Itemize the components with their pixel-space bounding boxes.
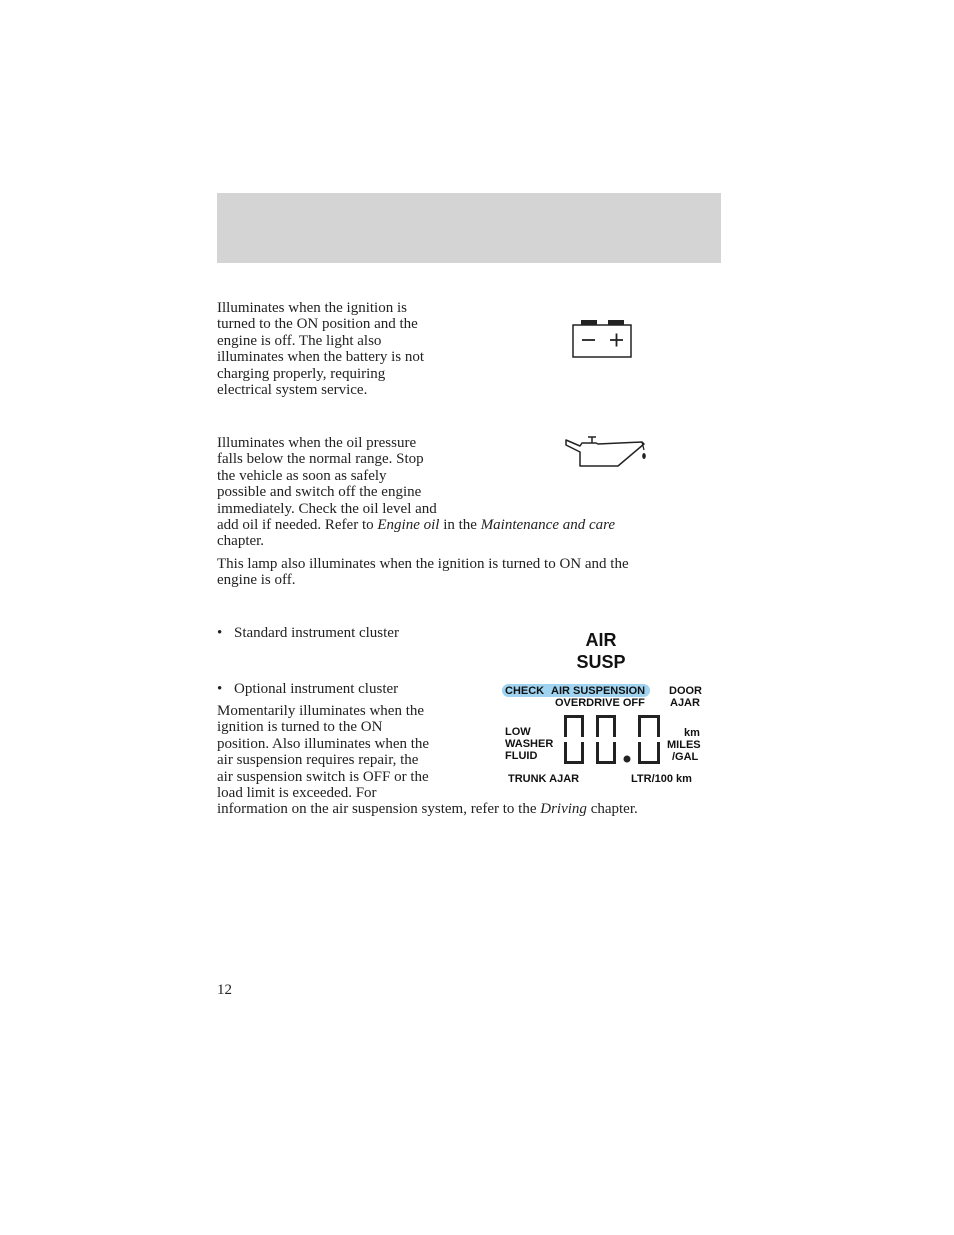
text-span: information on the air suspension system, refer to the bbox=[217, 801, 541, 818]
bullet-text: Standard instrument cluster bbox=[234, 625, 399, 641]
text-line: falls below the normal range. Stop bbox=[217, 451, 424, 468]
km-label: km bbox=[684, 727, 700, 739]
text-line: Momentarily illuminates when the bbox=[217, 703, 425, 719]
ltr-per-100km-label: LTR/100 km bbox=[631, 773, 692, 785]
text-line: engine is off. The light also bbox=[217, 332, 382, 349]
page-number: 12 bbox=[217, 982, 232, 998]
oil-description bbox=[217, 435, 615, 550]
text-line: possible and switch off the engine bbox=[217, 484, 422, 501]
door-label: DOOR bbox=[669, 685, 702, 697]
text-span: add oil if needed. Refer to bbox=[217, 517, 378, 534]
text-line bbox=[217, 801, 638, 817]
air-susp-warning-symbol bbox=[560, 629, 642, 673]
text-line: ignition is turned to the ON bbox=[217, 719, 383, 736]
text-line: air suspension requires repair, the bbox=[217, 752, 419, 769]
bullet-icon: • bbox=[217, 625, 223, 641]
overdrive-off-label: OVERDRIVE OFF bbox=[555, 697, 645, 709]
battery-icon bbox=[570, 318, 634, 360]
text-line: the vehicle as soon as safely bbox=[217, 467, 387, 484]
text-line: electrical system service. bbox=[217, 382, 368, 399]
ajar-label: AJAR bbox=[670, 697, 700, 709]
text-line: turned to the ON position and the bbox=[217, 316, 418, 333]
air-label: AIR bbox=[585, 630, 617, 650]
text-line: chapter. bbox=[217, 533, 265, 550]
text-line: immediately. Check the oil level and bbox=[217, 500, 437, 517]
text-line: illuminates when the battery is not bbox=[217, 349, 425, 366]
text-line: engine is off. bbox=[217, 572, 296, 589]
text-span: in the bbox=[439, 517, 481, 534]
text-line: load limit is exceeded. For bbox=[217, 785, 377, 802]
susp-label: SUSP bbox=[576, 652, 626, 672]
air-suspension-label: AIR SUSPENSION bbox=[551, 685, 646, 697]
trunk-ajar-label: TRUNK AJAR bbox=[508, 773, 580, 785]
bullet-optional-cluster bbox=[217, 681, 398, 697]
engine-oil-reference: Engine oil bbox=[377, 517, 440, 534]
section-header-band bbox=[217, 193, 721, 263]
driving-chapter-reference: Driving bbox=[540, 801, 587, 818]
washer-label: WASHER bbox=[505, 738, 554, 750]
miles-label: MILES bbox=[667, 739, 701, 751]
text-line: Illuminates when the oil pressure bbox=[217, 435, 417, 451]
bullet-text: Optional instrument cluster bbox=[234, 681, 399, 697]
low-label: LOW bbox=[505, 726, 531, 738]
maintenance-chapter-reference: Maintenance and care bbox=[480, 517, 616, 534]
text-line: air suspension switch is OFF or the bbox=[217, 768, 429, 785]
text-line: position. Also illuminates when the bbox=[217, 735, 430, 752]
check-label: CHECK bbox=[505, 685, 545, 697]
text-line: This lamp also illuminates when the ignition is turned to ON and the bbox=[217, 556, 629, 572]
seven-segment-display-icon bbox=[560, 712, 666, 768]
text-span: chapter. bbox=[586, 801, 638, 818]
battery-description bbox=[217, 300, 424, 398]
text-line bbox=[217, 517, 615, 533]
fluid-label: FLUID bbox=[505, 750, 538, 762]
per-gal-label: /GAL bbox=[672, 751, 699, 763]
oil-extra-note bbox=[217, 556, 629, 589]
oil-can-icon bbox=[562, 434, 652, 470]
bullet-icon: • bbox=[217, 681, 223, 697]
bullet-standard-cluster bbox=[217, 625, 399, 641]
text-line: Illuminates when the ignition is bbox=[217, 300, 407, 316]
text-line: charging properly, requiring bbox=[217, 365, 386, 382]
